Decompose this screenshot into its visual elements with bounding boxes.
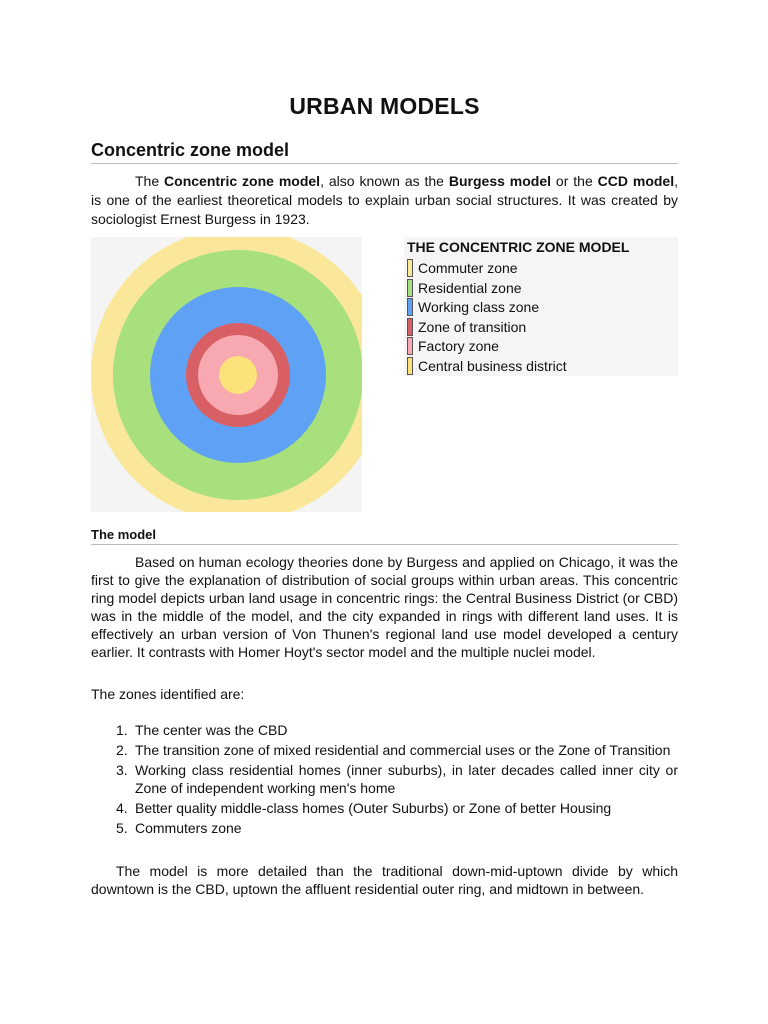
final-paragraph-text: The model is more detailed than the traditional down-mid-uptown divide by which downtown is the CBD, uptown the affluent residential outer ring, and midtown in between. — [91, 863, 678, 897]
legend-swatch — [407, 337, 413, 355]
zone-legend — [404, 237, 678, 376]
intro-text: , also known as the — [320, 173, 449, 189]
concentric-zone-diagram — [91, 237, 362, 512]
intro-text: The — [135, 173, 165, 189]
legend-label: Working class zone — [418, 298, 540, 315]
list-text: The transition zone of mixed residential and commercial uses or the Zone of Transition — [135, 742, 671, 758]
section-heading: Concentric zone model — [91, 140, 678, 164]
final-paragraph — [91, 862, 678, 898]
list-text: The center was the CBD — [135, 722, 288, 738]
list-text: Working class residential homes (inner suburbs), in later decades called inner city or Zone of independent working men's home — [135, 762, 678, 796]
intro-text: or the — [551, 173, 598, 189]
zones-list — [91, 721, 678, 839]
list-number: 1. — [116, 722, 128, 738]
zones-intro: The zones identified are: — [91, 686, 245, 702]
model-heading: The model — [91, 527, 678, 545]
intro-bold-term: CCD model — [597, 173, 675, 189]
legend-title: THE CONCENTRIC ZONE MODEL — [407, 239, 630, 255]
intro-bold-term: Burgess model — [448, 173, 552, 189]
legend-swatch — [407, 357, 413, 375]
intro-bold-term: Concentric zone model — [164, 173, 321, 189]
legend-label: Commuter zone — [418, 259, 518, 276]
legend-item — [407, 317, 526, 336]
page-title: URBAN MODELS — [289, 93, 480, 119]
list-number: 4. — [116, 800, 128, 816]
legend-label: Zone of transition — [418, 318, 527, 335]
list-item — [91, 761, 678, 797]
legend-swatch — [407, 279, 413, 297]
legend-swatch — [407, 259, 413, 277]
legend-swatch — [407, 318, 413, 336]
list-text: Better quality middle-class homes (Outer Suburbs) or Zone of better Housing — [135, 800, 612, 816]
model-paragraph-text: Based on human ecology theories done by Burgess and applied on Chicago, it was the first to give the explanation of distribution of social groups within urban areas. This concentric ring model depicts urban land usage in concentric rings: the Central Business District (or CBD) was in the middle of the model, and the city expanded in rings with different land uses. It is effectively an urban version of Von Thunen's regional land use model developed a century earlier. It contrasts with Homer Hoyt's sector model and the multiple nuclei model. — [91, 554, 678, 660]
legend-item — [407, 336, 499, 355]
legend-swatch — [407, 298, 413, 316]
legend-item — [407, 278, 522, 297]
legend-item — [407, 258, 518, 277]
list-text: Commuters zone — [135, 820, 242, 836]
intro-paragraph — [91, 172, 678, 229]
list-item — [91, 799, 678, 817]
ring-central-business-district — [219, 356, 257, 394]
list-item — [91, 741, 678, 759]
legend-label: Factory zone — [418, 337, 499, 354]
intro-text: , is one of the earliest theoretical models to explain urban social structures. It was created by sociologist Ernest Burgess in 1923. — [91, 173, 678, 227]
list-item — [91, 819, 678, 837]
legend-item — [407, 297, 539, 316]
legend-label: Central business district — [418, 357, 567, 374]
legend-item — [407, 356, 567, 375]
list-number: 2. — [116, 742, 128, 758]
legend-label: Residential zone — [418, 279, 522, 296]
list-number: 3. — [116, 762, 128, 778]
list-number: 5. — [116, 820, 128, 836]
model-paragraph — [91, 553, 678, 661]
concentric-rings-svg — [91, 237, 362, 512]
list-item — [91, 721, 678, 739]
